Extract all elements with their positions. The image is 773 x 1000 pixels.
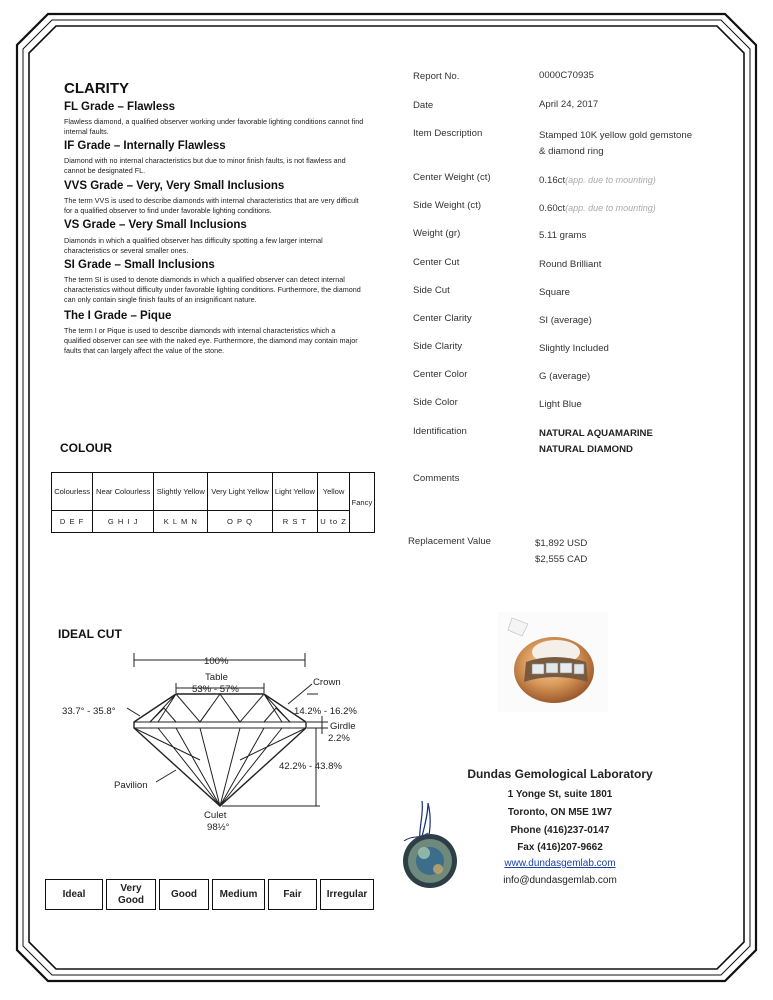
colour-col-fancy: Fancy — [349, 473, 374, 533]
colour-col-yellow: Yellow — [318, 473, 350, 511]
center-weight-row — [539, 172, 656, 189]
replacement-value-cad: $2,555 CAD — [535, 554, 588, 565]
center-color-label: Center Color — [413, 369, 468, 380]
weight-value: 5.11 grams — [539, 230, 587, 241]
colour-letters-rst: R S T — [272, 511, 318, 533]
cut-grade-good: Good — [159, 879, 209, 910]
cut-grade-medium: Medium — [212, 879, 265, 910]
grade-heading-i: The I Grade – Pique — [64, 310, 172, 322]
lab-phone: Phone (416)237-0147 — [510, 825, 610, 836]
side-color-value: Light Blue — [539, 399, 582, 410]
diagram-crown-label: Crown — [313, 677, 341, 688]
side-weight-note: (app. due to mounting) — [565, 203, 656, 213]
colour-letters-klmn: K L M N — [154, 511, 208, 533]
date-value: April 24, 2017 — [539, 99, 599, 110]
replacement-value-label: Replacement Value — [408, 536, 492, 547]
colour-title: COLOUR — [60, 441, 112, 455]
diagram-table-label: Table — [205, 672, 228, 683]
side-cut-label: Side Cut — [413, 285, 450, 296]
identification-label: Identification — [413, 426, 467, 437]
diagram-table-range: 53% - 57% — [192, 684, 239, 695]
clarity-title: CLARITY — [64, 80, 129, 97]
diagram-pavilion-label: Pavilion — [114, 780, 148, 791]
colour-letters-opq: O P Q — [208, 511, 272, 533]
lab-fax: Fax (416)207-9662 — [517, 842, 603, 853]
comments-label: Comments — [413, 473, 460, 484]
grade-text-i: The term I or Pique is used to describe diamonds with internal characteristics which a qualified observer can see with the naked eye. Furthermore, the diamond may contain major faults that can largely affect the value of the stone. — [64, 326, 358, 355]
grade-text-vs: Diamonds in which a qualified observer has difficulty spotting a few larger internal characteristics or several smaller ones. — [64, 236, 323, 255]
center-weight-label: Center Weight (ct) — [413, 172, 491, 183]
grade-heading-if: IF Grade – Internally Flawless — [64, 140, 226, 152]
identification-value-1: NATURAL AQUAMARINE — [539, 428, 653, 439]
identification-value-2: NATURAL DIAMOND — [539, 444, 633, 455]
diagram-girdle-value: 2.2% — [328, 733, 350, 744]
item-description-value: Stamped 10K yellow gold gemstone & diamond ring — [539, 130, 693, 157]
lab-address-line1: 1 Yonge St, suite 1801 — [507, 789, 613, 800]
replacement-value-usd: $1,892 USD — [535, 538, 588, 549]
diagram-crown-angle: 33.7° - 35.8° — [62, 706, 116, 717]
item-description-label: Item Description — [413, 128, 483, 139]
diagram-width-label: 100% — [204, 656, 229, 667]
grade-text-if: Diamond with no internal characteristics but due to minor finish faults, is not flawless and cannot be designated FL. — [64, 156, 346, 175]
center-weight-value: 0.16ct — [539, 175, 566, 186]
grade-heading-fl: FL Grade – Flawless — [64, 101, 176, 113]
center-clarity-value: SI (average) — [539, 315, 592, 326]
cut-grade-ideal: Ideal — [45, 879, 103, 910]
side-weight-label: Side Weight (ct) — [413, 200, 482, 211]
side-clarity-label: Side Clarity — [413, 341, 463, 352]
report-no-value: 0000C70935 — [539, 70, 594, 81]
grade-heading-si: SI Grade – Small Inclusions — [64, 259, 215, 271]
side-weight-row — [539, 200, 656, 217]
colour-col-light-yellow: Light Yellow — [272, 473, 318, 511]
colour-letters-ghij: G H I J — [93, 511, 154, 533]
colour-letters-u-to-z: U to Z — [318, 511, 350, 533]
side-clarity-value: Slightly Included — [539, 343, 609, 354]
grade-text-si: The term SI is used to denote diamonds in which a qualified observer can detect internal characteristics without difficulty under favorable lighting conditions. Furthermore, the diamond can only contain single finish faults of an insignificant nature. — [64, 275, 361, 304]
center-color-value: G (average) — [539, 371, 591, 382]
report-no-label: Report No. — [413, 71, 460, 82]
center-clarity-label: Center Clarity — [413, 313, 472, 324]
grade-heading-vvs: VVS Grade – Very, Very Small Inclusions — [64, 180, 285, 192]
cut-grade-fair: Fair — [268, 879, 317, 910]
lab-email: info@dundasgemlab.com — [503, 875, 617, 886]
side-color-label: Side Color — [413, 397, 458, 408]
diagram-girdle-label: Girdle — [330, 721, 356, 732]
grade-text-fl: Flawless diamond, a qualified observer working under favorable lighting conditions cannot find internal faults. — [64, 117, 364, 136]
ring-photo — [498, 612, 608, 712]
weight-label: Weight (gr) — [413, 228, 461, 239]
cut-grade-very-good: Very Good — [106, 879, 156, 910]
center-cut-value: Round Brilliant — [539, 259, 602, 270]
colour-col-very-light-yellow: Very Light Yellow — [208, 473, 272, 511]
diagram-culet-label: Culet — [204, 810, 227, 821]
colour-col-near-colourless: Near Colourless — [93, 473, 154, 511]
side-cut-value: Square — [539, 287, 570, 298]
signature-and-seal — [398, 795, 468, 895]
diagram-crown-height: 14.2% - 16.2% — [294, 706, 357, 717]
colour-col-slightly-yellow: Slightly Yellow — [154, 473, 208, 511]
grade-text-vvs: The term VVS is used to describe diamonds with internal characteristics that are very difficult for a qualified observer to find under favorable lighting conditions. — [64, 196, 359, 215]
grade-heading-vs: VS Grade – Very Small Inclusions — [64, 219, 247, 231]
colour-col-colourless: Colourless — [52, 473, 93, 511]
date-label: Date — [413, 100, 434, 111]
cut-grade-table — [45, 879, 374, 910]
ideal-cut-title: IDEAL CUT — [58, 627, 122, 641]
diagram-culet-value: 98½° — [207, 822, 230, 833]
lab-website-link[interactable]: www.dundasgemlab.com — [504, 858, 616, 869]
center-weight-note: (app. due to mounting) — [565, 175, 656, 185]
center-cut-label: Center Cut — [413, 257, 460, 268]
lab-name: Dundas Gemological Laboratory — [467, 767, 653, 781]
cut-grade-irregular: Irregular — [320, 879, 374, 910]
diagram-pavilion-depth: 42.2% - 43.8% — [279, 761, 342, 772]
side-weight-value: 0.60ct — [539, 203, 566, 214]
colour-letters-def: D E F — [52, 511, 93, 533]
lab-address-line2: Toronto, ON M5E 1W7 — [507, 807, 613, 818]
